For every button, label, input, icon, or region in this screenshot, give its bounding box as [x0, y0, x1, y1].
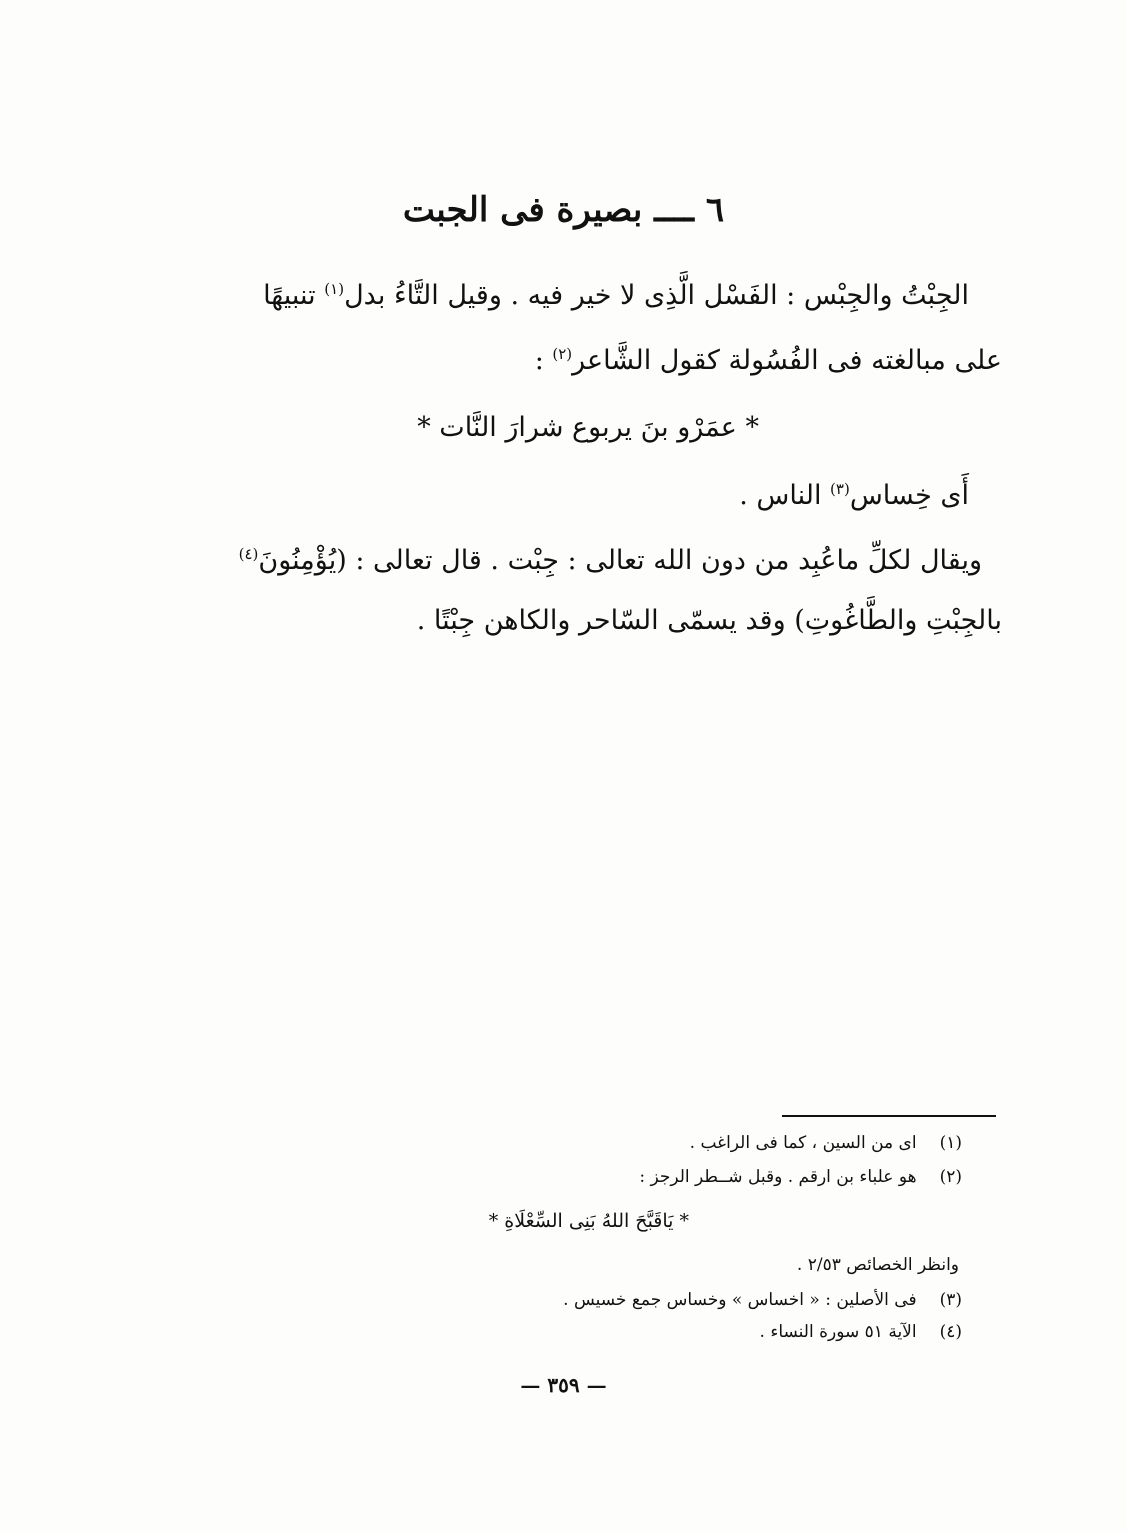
footnote-number: (٣) [939, 1290, 962, 1310]
page-number: — ٣٥٩ — [520, 1373, 607, 1397]
text-segment: الجِبْتُ والجِبْس : الفَسْل الَّذِى لا خير فيه . وقيل التَّاءُ بدل [344, 280, 969, 311]
footnote-separator [782, 1115, 996, 1117]
footnote-number: (٤) [939, 1322, 962, 1342]
text-segment: تنبيهًا [263, 280, 325, 311]
footnote-text: * يَاقَبَّحَ اللهُ بَنِى السِّعْلَاةِ * [488, 1210, 689, 1232]
footnote-number: (١) [939, 1133, 962, 1153]
footnote-ref-1[interactable]: (١) [324, 280, 345, 298]
footnote-ref-2[interactable]: (٢) [552, 345, 573, 363]
footnote-2-continuation [797, 1255, 959, 1275]
paragraph-3-line-1 [122, 545, 982, 576]
footnote-ref-3[interactable]: (٣) [830, 480, 850, 498]
footnote-text: هو علباء بن ارقم . وقبل شــطر الرجز : [639, 1167, 917, 1187]
paragraph-1-line-1 [149, 280, 969, 311]
footnote-number: (٢) [939, 1167, 962, 1187]
text-segment: : [534, 345, 553, 376]
paragraph-2 [469, 480, 969, 511]
footnote-ref-4[interactable]: (٤) [238, 545, 259, 563]
text-segment: ويقال لكلِّ ماعُبِد من دون الله تعالى : جِبْت . قال تعالى : (يُؤْمِنُونَ [258, 545, 982, 576]
footnote-text: وانظر الخصائص ٢/٥٣ . [796, 1255, 959, 1275]
paragraph-3-line-2 [302, 605, 1002, 636]
text-segment: أَى خِساس [849, 480, 969, 511]
verse-text: * عمَرْو بنَ يربوع شرارَ النَّات * [417, 412, 759, 443]
text-segment: على مبالغته فى الفُسُولة كقول الشَّاعر [572, 345, 1002, 376]
verse-line [259, 412, 759, 443]
section-heading: ٦ ــــ بصيرة فى الجبت [402, 190, 725, 230]
footnote-text: اى من السين ، كما فى الراغب . [689, 1133, 917, 1153]
paragraph-1-line-2 [402, 345, 1002, 376]
footnote-verse [489, 1210, 689, 1232]
text-segment: الناس . [739, 480, 831, 511]
footnote-1 [690, 1133, 962, 1153]
footnote-text: الآية ٥١ سورة النساء . [759, 1322, 917, 1342]
text-segment: بالجِبْتِ والطَّاغُوتِ) وقد يسمّى السّاحر والكاهن جِبْتًا . [416, 605, 1002, 636]
footnote-2 [639, 1167, 962, 1187]
footnote-3 [563, 1290, 962, 1310]
footnote-4 [760, 1322, 962, 1342]
footnote-text: فى الأصلين : « اخساس » وخساس جمع خسيس . [563, 1290, 917, 1310]
